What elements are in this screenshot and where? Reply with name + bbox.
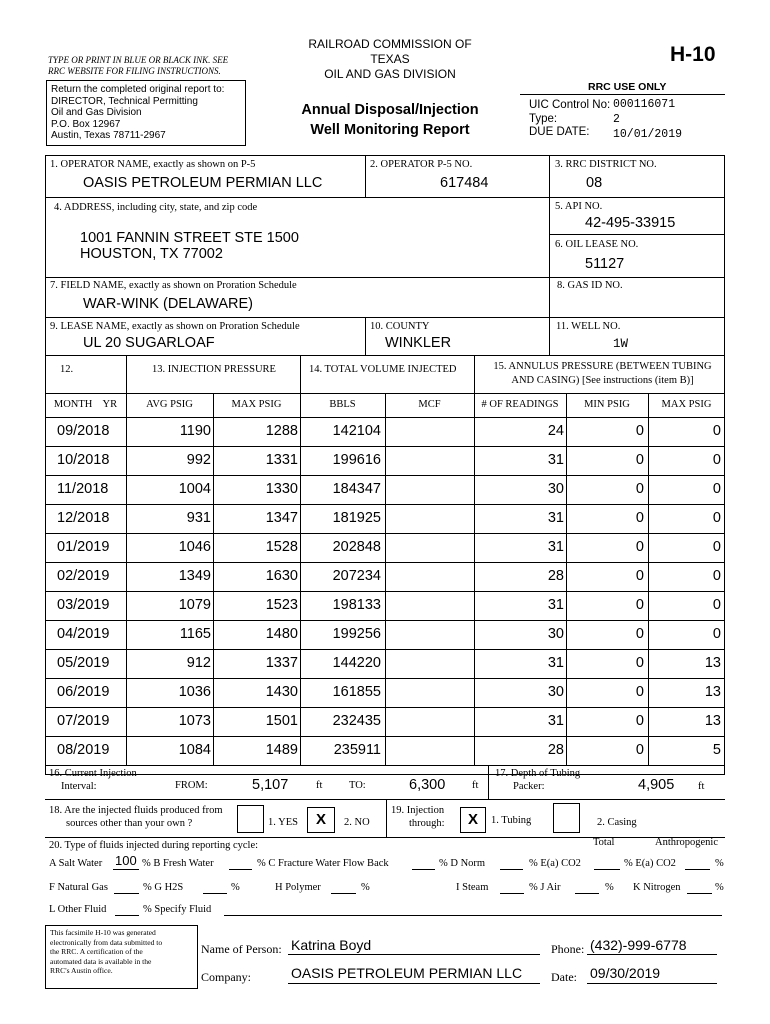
table-cell-max-psig: 0 [712,481,721,497]
anthropogenic-label: Anthropogenic [655,837,718,848]
table-cell-max-psig: 0 [712,539,721,555]
field-name-label: 7. FIELD NAME, exactly as shown on Proration Schedule [50,280,297,291]
col-month: MONTH YR [53,399,118,410]
table-cell-avg: 931 [186,510,211,526]
uic-value: 000116071 [613,98,676,111]
phone-label: Phone: [551,942,585,956]
lease-number-label: 6. OIL LEASE NO. [555,239,639,250]
pct-sign: % [605,882,614,893]
table-cell-avg: 992 [186,452,211,468]
table-cell-max-psig: 0 [712,423,721,439]
table-cell-readings: 31 [547,597,564,613]
table-cell-month: 04/2019 [57,626,110,642]
well-number-label: 11. WELL NO. [556,321,621,332]
col-max-psig: MAX PSIG [231,399,282,410]
form-id: H-10 [670,43,716,66]
table-cell-bbls: 232435 [332,713,381,729]
table-cell-max-psig: 0 [712,597,721,613]
gas-id-label: 8. GAS ID NO. [557,280,623,291]
table-cell-month: 10/2018 [57,452,110,468]
table-cell-month: 11/2018 [57,481,109,497]
table-cell-month: 12/2018 [57,510,110,526]
table-cell-max-psig: 13 [704,713,721,729]
casing-label: 2. Casing [597,817,637,828]
pct-sign: % [715,882,724,893]
frac-water-label: % C Fracture Water Flow Back [257,858,389,869]
table-cell-month: 06/2019 [57,684,110,700]
col-group-12: 12. [60,364,74,375]
well-number-value: 1W [613,337,629,351]
table-cell-bbls: 142104 [332,423,381,439]
type-value: 2 [613,113,620,126]
table-cell-max-psig: 0 [712,452,721,468]
interval-label-line-2: Interval: [61,781,97,792]
nitrogen-label: K Nitrogen [633,882,681,893]
uic-label: UIC Control No: [529,99,611,111]
api-label: 5. API NO. [555,201,603,212]
return-line: P.O. Box 12967 [51,118,121,130]
district-value: 08 [586,175,603,191]
table-cell-readings: 31 [547,452,564,468]
table-cell-max-psig: 13 [704,684,721,700]
table-cell-min-psig: 0 [635,655,644,671]
address-line-1: 1001 FANNIN STREET STE 1500 [80,230,299,246]
table-cell-min-psig: 0 [635,742,644,758]
to-label: TO: [349,780,366,791]
natural-gas-label: F Natural Gas [49,882,108,893]
q18-label-line-1: 18. Are the injected fluids produced from [49,805,223,816]
type-label: Type: [529,112,558,125]
lease-name-value: UL 20 SUGARLOAF [83,335,215,351]
no-checkbox[interactable]: X [307,807,335,833]
table-cell-bbls: 198133 [332,597,381,613]
q20-label: 20. Type of fluids injected during reporting cycle: [49,840,259,851]
table-cell-month: 08/2019 [57,742,110,758]
salt-water-value: 100 [115,853,137,868]
table-cell-max: 1528 [265,539,298,555]
ft-unit: ft [316,780,323,791]
table-cell-bbls: 202848 [332,539,381,555]
operator-name-value: OASIS PETROLEUM PERMIAN LLC [83,175,323,191]
q19-label [391,804,445,830]
steam-label: I Steam [456,882,489,893]
filing-instructions [48,55,228,77]
instructions-line-1: TYPE OR PRINT IN BLUE OR BLACK INK. SEE [48,55,229,65]
table-cell-max: 1480 [265,626,298,642]
table-cell-month: 05/2019 [57,655,110,671]
pct-sign: % [361,882,370,893]
fresh-water-label: % B Fresh Water [142,858,214,869]
table-cell-max-psig: 0 [712,626,721,642]
p5-number-label: 2. OPERATOR P-5 NO. [370,159,473,170]
agency-name [260,37,520,82]
district-label: 3. RRC DISTRICT NO. [555,159,657,170]
table-cell-month: 01/2019 [57,539,110,555]
tubing-depth-value: 4,905 [638,777,675,793]
facsimile-line: RRC's Austin office. [50,966,113,976]
facsimile-line: electronically from data submitted to [50,937,163,947]
return-line: Austin, Texas 78711-2967 [51,130,166,141]
table-cell-month: 03/2019 [57,597,110,613]
name-of-person-label: Name of Person: [201,942,282,956]
col-readings: # OF READINGS [481,399,559,410]
rrc-use-only-label: RRC USE ONLY [588,81,667,93]
yes-label: 1. YES [268,817,298,828]
table-cell-max: 1501 [265,713,298,729]
from-label: FROM: [175,780,208,791]
address-label: 4. ADDRESS, including city, state, and zip code [54,202,258,213]
return-line: Return the completed original report to: [51,84,225,95]
yes-checkbox[interactable] [237,805,264,833]
col-avg-psig: AVG PSIG [146,399,193,410]
table-cell-min-psig: 0 [635,510,644,526]
table-cell-bbls: 235911 [333,742,381,758]
table-cell-month: 07/2019 [57,713,110,729]
col-annulus-max-psig: MAX PSIG [661,399,712,410]
q19-label-line-1: 19. Injection [391,805,445,816]
title-line-1: Annual Disposal/Injection [301,102,479,118]
address-value [80,230,299,262]
due-date-value: 10/01/2019 [613,128,683,141]
agency-line-2: TEXAS [370,52,410,66]
interval-label-line-1: 16. Current Injection [49,768,137,779]
salt-water-label: A Salt Water [49,858,103,869]
col-group-injection-pressure: 13. INJECTION PRESSURE [152,364,276,375]
q18-label [49,804,223,830]
table-cell-max: 1523 [265,597,298,613]
no-label: 2. NO [344,817,370,828]
col-group-total-volume: 14. TOTAL VOLUME INJECTED [309,364,457,375]
specify-fluid-label: % Specify Fluid [143,904,212,915]
address-line-2: HOUSTON, TX 77002 [80,246,223,262]
facsimile-line: This facsimile H-10 was generated [50,928,156,937]
table-cell-bbls: 199616 [332,452,381,468]
table-cell-avg: 1079 [178,597,211,613]
table-cell-min-psig: 0 [635,452,644,468]
table-cell-avg: 1004 [178,481,211,497]
table-cell-min-psig: 0 [635,481,644,497]
company-label: Company: [201,970,251,984]
api-value: 42-495-33915 [585,215,676,231]
table-cell-readings: 31 [547,510,564,526]
table-cell-min-psig: 0 [635,597,644,613]
report-title [280,100,500,140]
lease-number-value: 51127 [585,256,625,272]
table-cell-min-psig: 0 [635,626,644,642]
table-cell-readings: 30 [547,684,564,700]
rrc-labels [529,99,610,140]
total-label: Total [593,837,615,848]
table-cell-avg: 1073 [178,713,211,729]
table-cell-max-psig: 0 [712,510,721,526]
due-date-label: DUE DATE: [529,126,590,138]
p5-number-value: 617484 [440,175,489,191]
table-cell-min-psig: 0 [635,423,644,439]
county-label: 10. COUNTY [370,321,430,332]
table-cell-bbls: 199256 [332,626,381,642]
table-cell-max: 1347 [265,510,298,526]
instructions-line-2: RRC WEBSITE FOR FILING INSTRUCTIONS. [48,66,221,76]
other-fluid-label: L Other Fluid [49,904,107,915]
table-cell-month: 09/2018 [57,423,110,439]
tubing-label: 1. Tubing [491,815,532,826]
table-cell-bbls: 144220 [332,655,381,671]
interval-from-value: 5,107 [252,777,289,793]
h2s-label: % G H2S [143,882,184,893]
table-cell-max-psig: 0 [712,568,721,584]
table-cell-max: 1331 [265,452,298,468]
q19-label-line-2: through: [409,818,445,829]
co2-anthro-label: % E(a) CO2 [624,858,676,869]
ft-unit: ft [472,780,479,791]
rrc-values [613,97,682,142]
interval-to-value: 6,300 [409,777,446,793]
table-cell-month: 02/2019 [57,568,110,584]
facsimile-line: the RRC. A certification of the [50,947,143,957]
table-cell-max-psig: 13 [704,655,721,671]
facsimile-line: automated data is available in the [50,956,152,966]
table-cell-avg: 1349 [178,568,211,584]
table-cell-max: 1630 [265,568,298,584]
table-cell-readings: 28 [547,742,564,758]
annulus-header-line-1: 15. ANNULUS PRESSURE (BETWEEN TUBING [493,361,712,372]
table-cell-readings: 31 [547,713,564,729]
agency-line-3: OIL AND GAS DIVISION [324,67,456,81]
date-value: 09/30/2019 [590,965,661,981]
table-cell-min-psig: 0 [635,684,644,700]
table-cell-min-psig: 0 [635,713,644,729]
table-cell-readings: 31 [547,539,564,555]
table-cell-max: 1337 [265,655,298,671]
return-line: Oil and Gas Division [51,107,142,118]
name-of-person-value: Katrina Boyd [291,937,372,953]
ft-unit: ft [698,781,705,792]
date-label: Date: [551,970,577,984]
agency-line-1: RAILROAD COMMISSION OF [308,37,472,51]
table-cell-readings: 24 [547,423,564,439]
table-cell-bbls: 184347 [332,481,381,497]
facsimile-note [45,925,198,989]
injection-interval-label [49,767,137,793]
annulus-header-line-2: AND CASING) [See instructions (item B)] [511,375,694,386]
lease-name-label: 9. LEASE NAME, exactly as shown on Proration Schedule [50,321,300,332]
tubing-depth-label [495,767,580,793]
phone-value: (432)-999-6778 [590,937,687,953]
table-cell-avg: 1190 [179,423,211,439]
title-line-2: Well Monitoring Report [310,122,470,138]
table-cell-max: 1330 [265,481,298,497]
col-group-annulus-pressure [480,360,725,388]
norm-label: % D Norm [439,858,486,869]
table-cell-avg: 1036 [178,684,211,700]
table-cell-min-psig: 0 [635,568,644,584]
operator-name-label: 1. OPERATOR NAME, exactly as shown on P-5 [50,159,256,170]
table-cell-max: 1288 [265,423,298,439]
pct-sign: % [715,858,724,869]
table-cell-avg: 1165 [179,626,211,642]
tubing-depth-label-line-2: Packer: [513,781,545,792]
q18-label-line-2: sources other than your own ? [66,818,193,829]
table-cell-readings: 31 [547,655,564,671]
table-cell-bbls: 181925 [332,510,381,526]
return-address-box [46,80,246,146]
table-cell-readings: 28 [547,568,564,584]
table-cell-readings: 30 [547,626,564,642]
table-cell-max: 1430 [265,684,298,700]
table-cell-avg: 1084 [178,742,211,758]
county-value: WINKLER [385,335,452,351]
polymer-label: H Polymer [275,882,321,893]
air-label: % J Air [529,882,561,893]
table-cell-max-psig: 5 [712,742,721,758]
co2-total-label: % E(a) CO2 [529,858,581,869]
table-cell-avg: 1046 [178,539,211,555]
tubing-depth-label-line-1: 17. Depth of Tubing [495,768,581,779]
table-cell-readings: 30 [547,481,564,497]
casing-checkbox[interactable] [553,803,580,833]
col-mcf: MCF [418,399,441,410]
pct-sign: % [231,882,240,893]
table-cell-bbls: 161855 [332,684,381,700]
col-annulus-min-psig: MIN PSIG [584,399,630,410]
return-line: DIRECTOR, Technical Permitting [51,95,198,107]
table-cell-max: 1489 [265,742,298,758]
company-value: OASIS PETROLEUM PERMIAN LLC [291,965,523,981]
field-name-value: WAR-WINK (DELAWARE) [83,296,253,312]
table-cell-min-psig: 0 [635,539,644,555]
table-cell-avg: 912 [186,655,211,671]
col-bbls: BBLS [329,399,356,410]
table-cell-bbls: 207234 [332,568,381,584]
tubing-checkbox[interactable]: X [460,807,486,833]
